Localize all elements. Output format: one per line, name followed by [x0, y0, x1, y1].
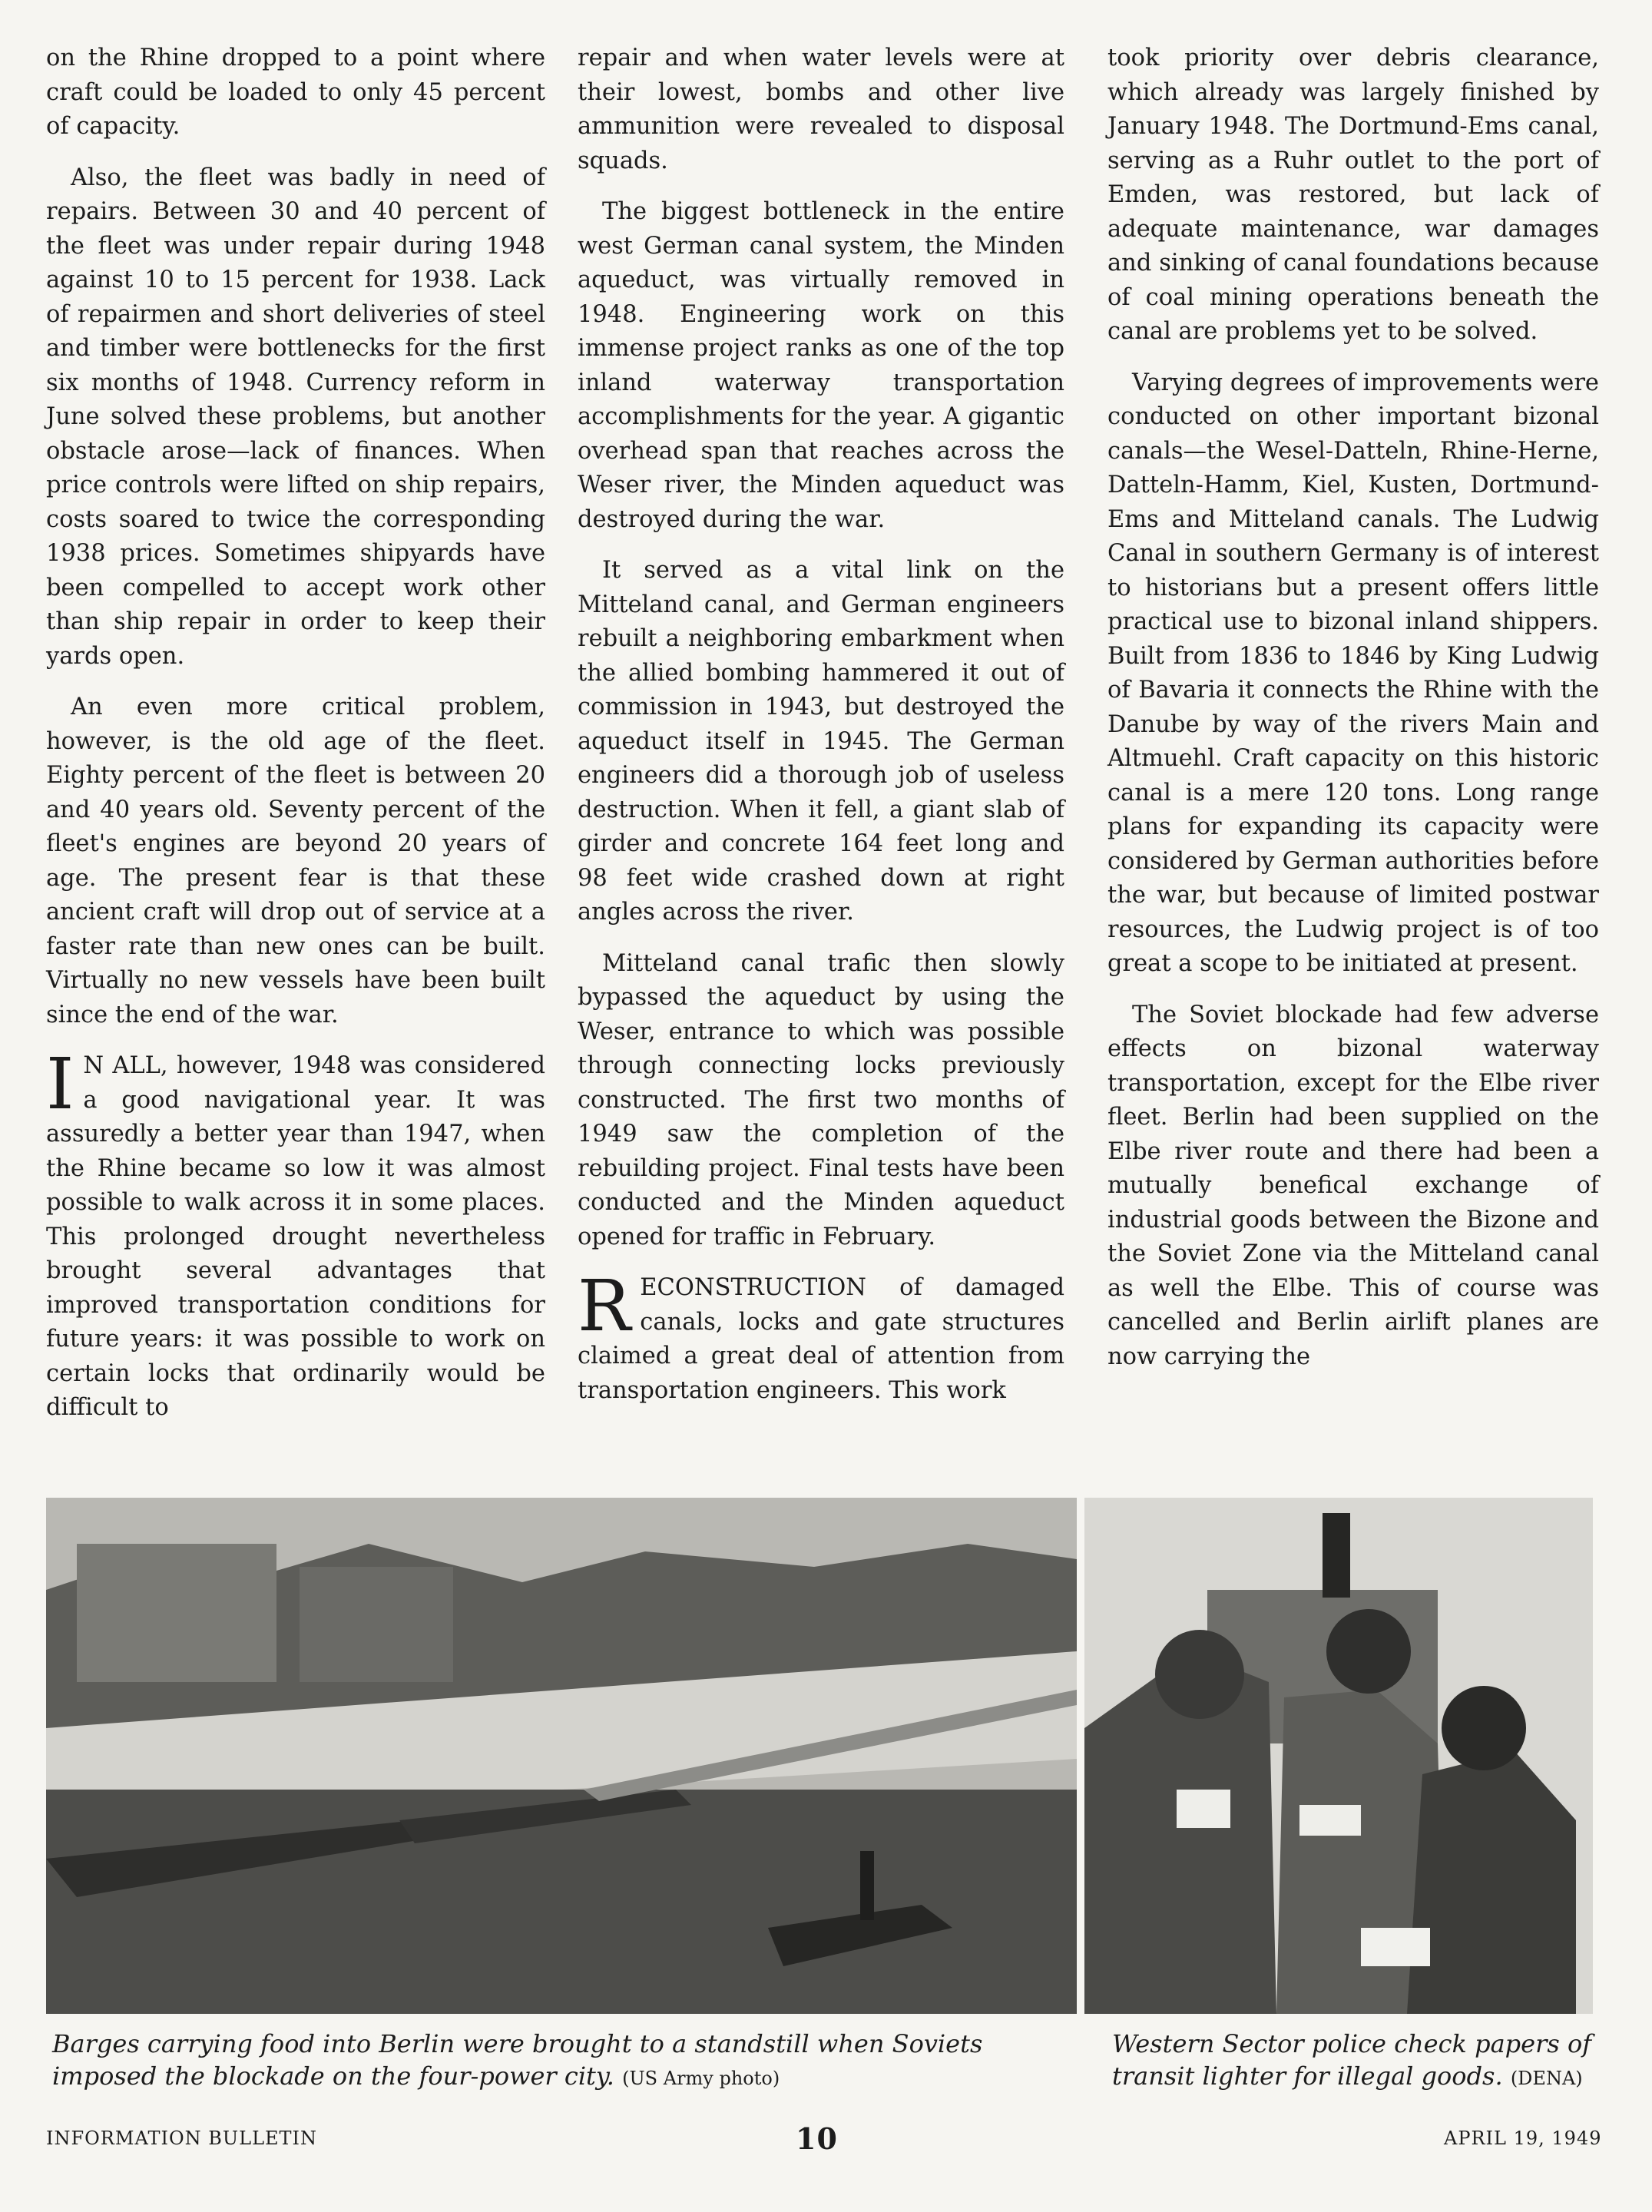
- police-photo: [1084, 1498, 1593, 2014]
- drop-cap: I: [46, 1043, 74, 1125]
- police-photo-illustration: [1084, 1498, 1593, 2014]
- paragraph: An even more critical problem, however, is the old age of the fleet. Eighty percent of the fleet is between 20 and 40 years old. Seventy percent of the fleet's engines are beyond 20 years of age. The present fear is that these ancient craft will drop out of service at a faster rate than new ones can be built. Virtually no new vessels have been built since the end of the war.: [46, 694, 545, 1028]
- drop-cap: R: [578, 1265, 631, 1347]
- paragraph: on the Rhine dropped to a point where craft could be loaded to only 45 percent of capacity.: [46, 45, 545, 140]
- caption-text: Western Sector police check papers of transit lighter for illegal goods.: [1112, 2029, 1592, 2091]
- article-column-2: [578, 41, 1064, 1425]
- photo-credit: (US Army photo): [622, 2068, 780, 2089]
- paragraph: Mitteland canal trafic then slowly bypassed the aqueduct by using the Weser, entrance to which was possible through connecting locks previously constructed. The first two months of 1949 saw the completion of the rebuilding project. Final tests have been conducted and the Minden aqueduct opened for traffic in February.: [578, 949, 1064, 1250]
- paragraph: The Soviet blockade had few adverse effects on bizonal waterway transportation, except for the Elbe river fleet. Berlin had been supplied on the Elbe river route and there had been a mutually benefical exchange of industrial goods between the Bizone and the Soviet Zone via the Mitteland canal as well the Elbe. This of course was cancelled and Berlin airlift planes are now carrying the: [1107, 1001, 1599, 1370]
- article-column-3: [1107, 41, 1599, 1391]
- paragraph: Varying degrees of improvements were conducted on other important bizonal canals—the Wesel-Datteln, Rhine-Herne, Datteln-Hamm, Kiel, Kusten, Dortmund-Ems and Mitteland canals. The Ludwig Canal in southern Germany is of interest to historians but a present offers little practical use to bizonal inland shippers. Built from 1836 to 1846 by King Ludwig of Bavaria it connects the Rhine with the Danube by way of the rivers Main and Altmuehl. Craft capacity on this historic canal is a mere 120 tons. Long range plans for expanding its capacity were considered by German authorities before the war, but because of limited postwar resources, the Ludwig project is of too great a scope to be initiated at present.: [1107, 369, 1599, 977]
- caption-text: Barges carrying food into Berlin were brought to a standstill when Soviets imposed the blockade on the four-power city.: [52, 2029, 983, 2091]
- paragraph-text: ECONSTRUCTION of damaged canals, locks and gate structures claimed a great deal of attention from transportation engineers. This work: [578, 1274, 1064, 1404]
- footer-publication: INFORMATION BULLETIN: [46, 2128, 318, 2149]
- paragraph: It served as a vital link on the Mitteland canal, and German engineers rebuilt a neighboring embarkment when the allied bombing hammered it out of commission in 1943, but destroyed the aqueduct itself in 1945. The German engineers did a thorough job of useless destruction. When it fell, a giant slab of girder and concrete 164 feet long and 98 feet wide crashed down at right angles across the river.: [578, 557, 1064, 926]
- paragraph: took priority over debris clearance, which already was largely finished by January 1948. The Dortmund-Ems canal, serving as a Ruhr outlet to the port of Emden, was restored, but lack of adequate maintenance, war damages and sinking of canal foundations because of coal mining operations beneath the canal are problems yet to be solved.: [1107, 45, 1599, 345]
- photo-caption-right: [1112, 2028, 1611, 2094]
- paragraph-with-initial: [578, 1265, 1064, 1408]
- footer-date: APRIL 19, 1949: [1444, 2128, 1602, 2149]
- paragraph: repair and when water levels were at their lowest, bombs and other live ammunition were revealed to disposal squads.: [578, 45, 1064, 174]
- barges-photo-illustration: [46, 1498, 1077, 2014]
- paragraph-with-initial: [46, 1043, 545, 1426]
- photo-caption-left: [52, 2028, 1043, 2094]
- paragraph: Also, the fleet was badly in need of repairs. Between 30 and 40 percent of the fleet was under repair during 1948 against 10 to 15 percent for 1938. Lack of repairmen and short deliveries of steel and timber were bottlenecks for the first six months of 1948. Currency reform in June solved these problems, but another obstacle arose—lack of finances. When price controls were lifted on ship repairs, costs soared to twice the corresponding 1938 prices. Sometimes shipyards have been compelled to accept work other than ship repair in order to keep their yards open.: [46, 164, 545, 670]
- page-number: 10: [796, 2121, 838, 2156]
- article-column-1: [46, 41, 545, 1442]
- photo-credit: (DENA): [1510, 2068, 1583, 2089]
- paragraph: The biggest bottleneck in the entire west German canal system, the Minden aqueduct, was virtually removed in 1948. Engineering work on this immense project ranks as one of the top inland waterway transportation accomplishments for the year. A gigantic overhead span that reaches across the Weser river, the Minden aqueduct was destroyed during the war.: [578, 198, 1064, 533]
- paragraph-text: N ALL, however, 1948 was considered a good navigational year. It was assuredly a better year than 1947, when the Rhine became so low it was almost possible to walk across it in some places. This prolonged drought nevertheless brought several advantages that improved transportation conditions for future years: it was possible to work on certain locks that ordinarily would be difficult to: [46, 1052, 545, 1421]
- barges-photo: [46, 1498, 1077, 2014]
